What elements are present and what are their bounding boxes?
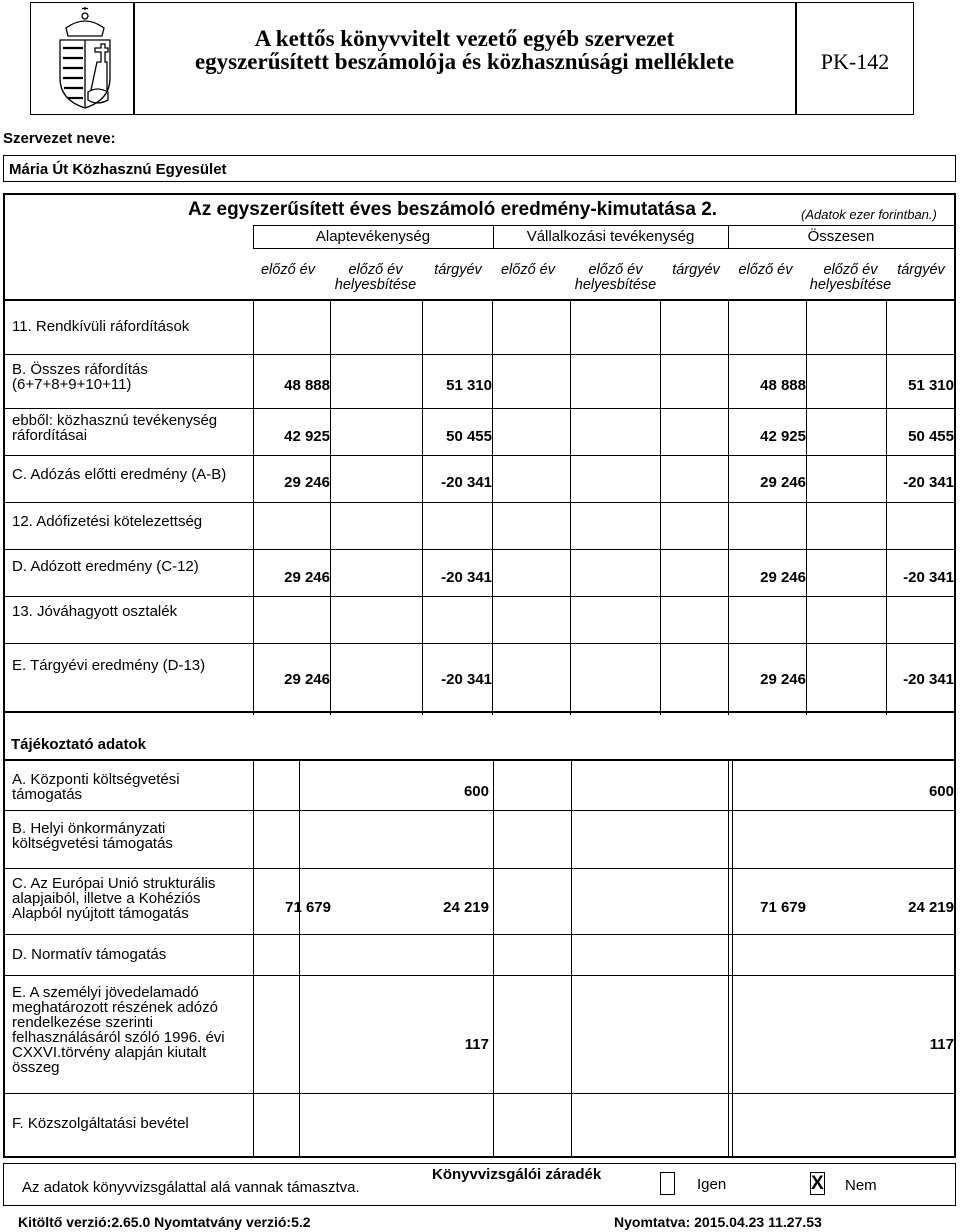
col-header: előző év bbox=[260, 262, 315, 278]
value-base-current: 24 219 bbox=[443, 899, 489, 916]
row-label: alapjaiból, illetve a Kohéziós bbox=[12, 890, 201, 907]
row-label: 13. Jóváhagyott osztalék bbox=[12, 603, 178, 620]
income-statement-table bbox=[3, 193, 956, 1158]
value-base-prev: 29 246 bbox=[284, 569, 330, 586]
value-base-current: -20 341 bbox=[441, 474, 492, 491]
form-code: PK-142 bbox=[820, 49, 890, 74]
value-base-current: 117 bbox=[464, 1036, 489, 1053]
form-title-line1: A kettős könyvvitelt vezető egyéb szervezet bbox=[254, 26, 675, 51]
footer-version: Kitöltő verzió:2.65.0 Nyomtatvány verzió:5.2 bbox=[18, 1214, 311, 1230]
group-header-total: Összesen bbox=[807, 228, 875, 245]
org-name-label: Szervezet neve: bbox=[3, 130, 116, 147]
value-total-prev: 29 246 bbox=[760, 569, 806, 586]
footer-printed: Nyomtatva: 2015.04.23 11.27.53 bbox=[614, 1214, 822, 1230]
col-header: előző év helyesbítése bbox=[574, 262, 657, 293]
value-base-current: 51 310 bbox=[446, 377, 492, 394]
col-header: tárgyév bbox=[897, 262, 945, 278]
row-label: D. Normatív támogatás bbox=[12, 946, 167, 963]
row-label: 11. Rendkívüli ráfordítások bbox=[12, 318, 190, 335]
row-label: Alapból nyújtott támogatás bbox=[12, 905, 189, 922]
value-total-current: 24 219 bbox=[908, 899, 954, 916]
value-total-current: -20 341 bbox=[903, 474, 954, 491]
audit-yes-label: Igen bbox=[697, 1176, 727, 1193]
value-total-current: 51 310 bbox=[908, 377, 954, 394]
value-total-prev: 48 888 bbox=[760, 377, 806, 394]
row-label: CXXVI.törvény alapján kiutalt bbox=[12, 1044, 207, 1061]
audit-no-mark: X bbox=[811, 1173, 824, 1194]
org-name-field[interactable] bbox=[3, 155, 956, 182]
col-header: előző év helyesbítése bbox=[809, 262, 892, 293]
value-total-prev: 29 246 bbox=[760, 671, 806, 688]
value-base-current: -20 341 bbox=[441, 671, 492, 688]
value-total-prev: 71 679 bbox=[760, 899, 806, 916]
row-label: felhasználásáról szóló 1996. évi bbox=[12, 1029, 225, 1046]
group-header-base: Alaptevékenység bbox=[315, 228, 431, 245]
value-base-current: 50 455 bbox=[446, 428, 492, 445]
hungary-coat-of-arms-icon bbox=[52, 6, 118, 110]
value-base-prev: 29 246 bbox=[284, 671, 330, 688]
col-header: előző év bbox=[500, 262, 555, 278]
value-total-current: 50 455 bbox=[908, 428, 954, 445]
row-label: A. Központi költségvetési bbox=[12, 771, 180, 788]
row-label: ebből: közhasznú tevékenység bbox=[12, 412, 218, 429]
audit-yes-checkbox[interactable] bbox=[660, 1172, 675, 1195]
col-header: tárgyév bbox=[672, 262, 720, 278]
org-name-value: Mária Út Közhasznú Egyesület bbox=[9, 161, 227, 178]
value-total-prev: 42 925 bbox=[760, 428, 806, 445]
value-total-current: 117 bbox=[929, 1036, 954, 1053]
col-header: tárgyév bbox=[434, 262, 482, 278]
row-label: támogatás bbox=[12, 786, 83, 803]
value-base-prev: 42 925 bbox=[284, 428, 330, 445]
col-header: előző év bbox=[738, 262, 793, 278]
unit-note: (Adatok ezer forintban.) bbox=[801, 207, 937, 222]
row-label: rendelkezése szerinti bbox=[12, 1014, 153, 1031]
group-header-business: Vállalkozási tevékenység bbox=[526, 228, 695, 245]
row-label: 12. Adófizetési kötelezettség bbox=[12, 513, 203, 530]
value-base-prev: 71 679 bbox=[285, 899, 331, 916]
row-label: összeg bbox=[12, 1059, 60, 1076]
row-label: F. Közszolgáltatási bevétel bbox=[12, 1115, 189, 1132]
row-label: meghatározott részének adózó bbox=[12, 999, 218, 1016]
value-total-current: -20 341 bbox=[903, 569, 954, 586]
col-header: előző év helyesbítése bbox=[334, 262, 417, 293]
row-label: B. Összes ráfordítás bbox=[12, 361, 148, 378]
audit-clause-title: Könyvvizsgálói záradék bbox=[432, 1166, 602, 1183]
value-base-current: 600 bbox=[463, 783, 489, 800]
row-label: E. A személyi jövedelamadó bbox=[12, 984, 199, 1001]
form-title-line2: egyszerűsített beszámolója és közhasznúsági melléklete bbox=[194, 49, 735, 74]
value-base-current: -20 341 bbox=[441, 569, 492, 586]
value-base-prev: 29 246 bbox=[284, 474, 330, 491]
row-label: költségvetési támogatás bbox=[12, 835, 173, 852]
info-section-title: Tájékoztató adatok bbox=[11, 736, 147, 753]
row-label: C. Adózás előtti eredmény (A-B) bbox=[12, 466, 227, 483]
value-total-current: 600 bbox=[928, 783, 954, 800]
value-total-prev: 29 246 bbox=[760, 474, 806, 491]
audit-no-label: Nem bbox=[845, 1177, 877, 1194]
value-total-current: -20 341 bbox=[903, 671, 954, 688]
row-label: (6+7+8+9+10+11) bbox=[12, 376, 132, 393]
row-label: ráfordításai bbox=[12, 427, 88, 444]
value-base-prev: 48 888 bbox=[284, 377, 330, 394]
audit-statement: Az adatok könyvvizsgálattal alá vannak támasztva. bbox=[22, 1179, 360, 1196]
audit-no-checkbox[interactable] bbox=[810, 1172, 825, 1195]
section-title: Az egyszerűsített éves beszámoló eredmény-kimutatása 2. bbox=[188, 199, 718, 220]
row-label: E. Tárgyévi eredmény (D-13) bbox=[12, 657, 206, 674]
row-label: B. Helyi önkormányzati bbox=[12, 820, 166, 837]
row-label: D. Adózott eredmény (C-12) bbox=[12, 558, 199, 575]
row-label: C. Az Európai Unió strukturális bbox=[12, 875, 216, 892]
